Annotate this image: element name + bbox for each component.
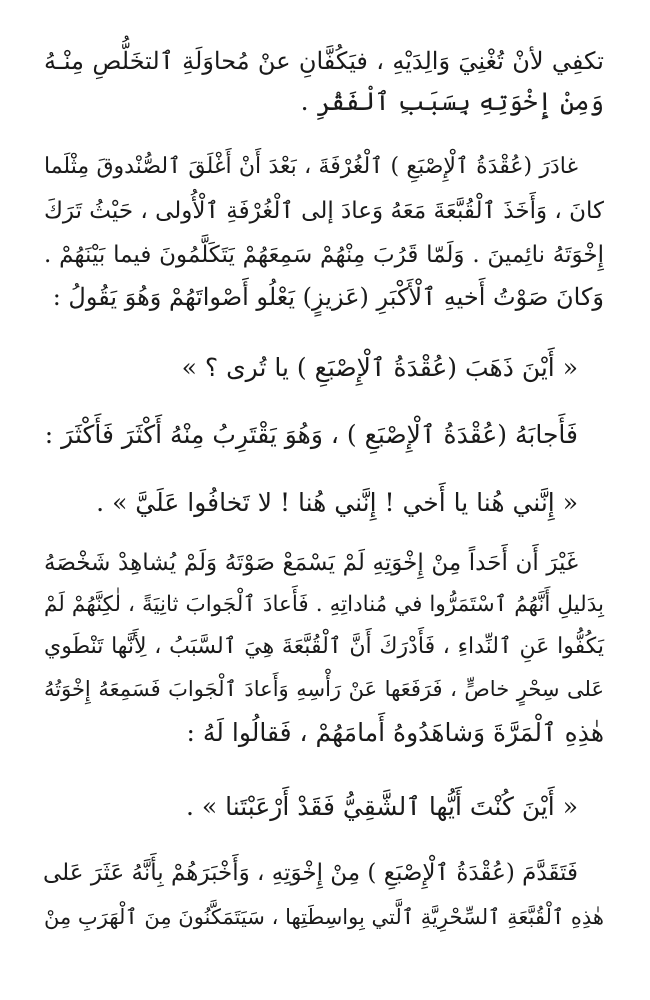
text-line: إِخْوَتَهُ نائِمينَ . وَلَمّا قَرُبَ مِنْهُمْ سَمِعَهُمْ يَتَكَلَّمُونَ فيما بَيْنَهُمْ . [44, 242, 604, 268]
text-line: تكفِي لأنْ تُغْنِيَ وَالِدَيْهِ ، فيَكُفَّانِ عنْ مُحاوَلَةِ ٱلتخَلُّصِ مِنْـهُ [44, 47, 604, 75]
quote-line: « إِنَّني هُنا يا أَخي ! إِنَّني هُنا ! لا تَخافُوا عَلَيَّ » . [96, 488, 578, 517]
text-line: بِدَليلِ أَنَّهُمُ ٱسْتَمَرُّوا في مُناداتِهِ . فَأَعادَ ٱلْجَوابَ ثانِيَةً ، لٰكِنَّهُمْ لَمْ [44, 592, 604, 617]
text-line: هٰذِهِ ٱلْمَرَّةَ وَشاهَدُوهُ أَمامَهُمْ ، فَقالُوا لَهُ : [186, 718, 604, 747]
text-line: يَكُفُّوا عَنِ ٱلنِّداءِ ، فَأَدْرَكَ أَنَّ ٱلْقُبَّعَةَ هِيَ ٱلسَّبَبُ ، لِأَنَّها تَنْطَوي [44, 634, 604, 659]
quote-line: « أَيْنَ ذَهَبَ (عُقْدَةُ ٱلْإِصْبَعِ ) يا تُرى ؟ » [181, 353, 578, 382]
text-line: عَلى سِحْرٍ خاصٍّ ، فَرَفَعَها عَنْ رَأْسِهِ وَأَعادَ ٱلْجَوابَ فَسَمِعَهُ إِخْوَتُهُ [44, 677, 604, 701]
text-line: غَيْرَ أَن أَحَداً مِنْ إِخْوَتِهِ لَمْ يَسْمَعْ صَوْتَهُ وَلَمْ يُشاهِدْ شَخْصَهُ [44, 550, 578, 576]
text-line: غادَرَ (عُقْدَةُ ٱلْإِصْبَعِ ) ٱلْغُرْفَةَ ، بَعْدَ أَنْ أَغْلَقَ ٱلصُّنْدوقَ مِثْلَما [44, 154, 578, 179]
text-line: هٰذِهِ ٱلْقُبَّعَةِ ٱلسِّحْرِيَّةِ ٱلَّتي بِواسِطَتِها ، سَيَتَمَكَّنُونَ مِنَ ٱلْهَرَبِ مِنْ [44, 905, 604, 929]
text-line: وَكانَ صَوْتُ أَخيهِ ٱلْأَكْبَرِ (عَزيزٍ) يَعْلُو أَصْواتَهُمْ وَهُوَ يَقُولُ : [52, 283, 604, 311]
quote-line: « أَيْنَ كُنْتَ أَيُّها ٱلشَّقِيُّ فَقَدْ أَرْعَبْتَنا » . [185, 792, 578, 821]
text-line: كانَ ، وَأَخَذَ ٱلْقُبَّعَةَ مَعَهُ وَعادَ إلى ٱلْغُرْفَةِ ٱلْأُولى ، حَيْثُ تَرَكَ [43, 198, 604, 224]
text-line: وَمِنْ إِخْوَتِهِ بِسَبَبِ ٱلْفَقْرِ . [300, 87, 604, 116]
text-line: فَتَقَدَّمَ (عُقْدَةُ ٱلْإِصْبَعِ ) مِنْ إِخْوَتِهِ ، وَأَخْبَرَهُمْ بِأَنَّهُ عَثَرَ عَلى [43, 860, 578, 886]
text-line: فَأَجابَهُ (عُقْدَةُ ٱلْإِصْبَعِ ) ، وَهُوَ يَقْتَرِبُ مِنْهُ أَكْثَرَ فَأَكْثَرَ : [44, 420, 578, 449]
